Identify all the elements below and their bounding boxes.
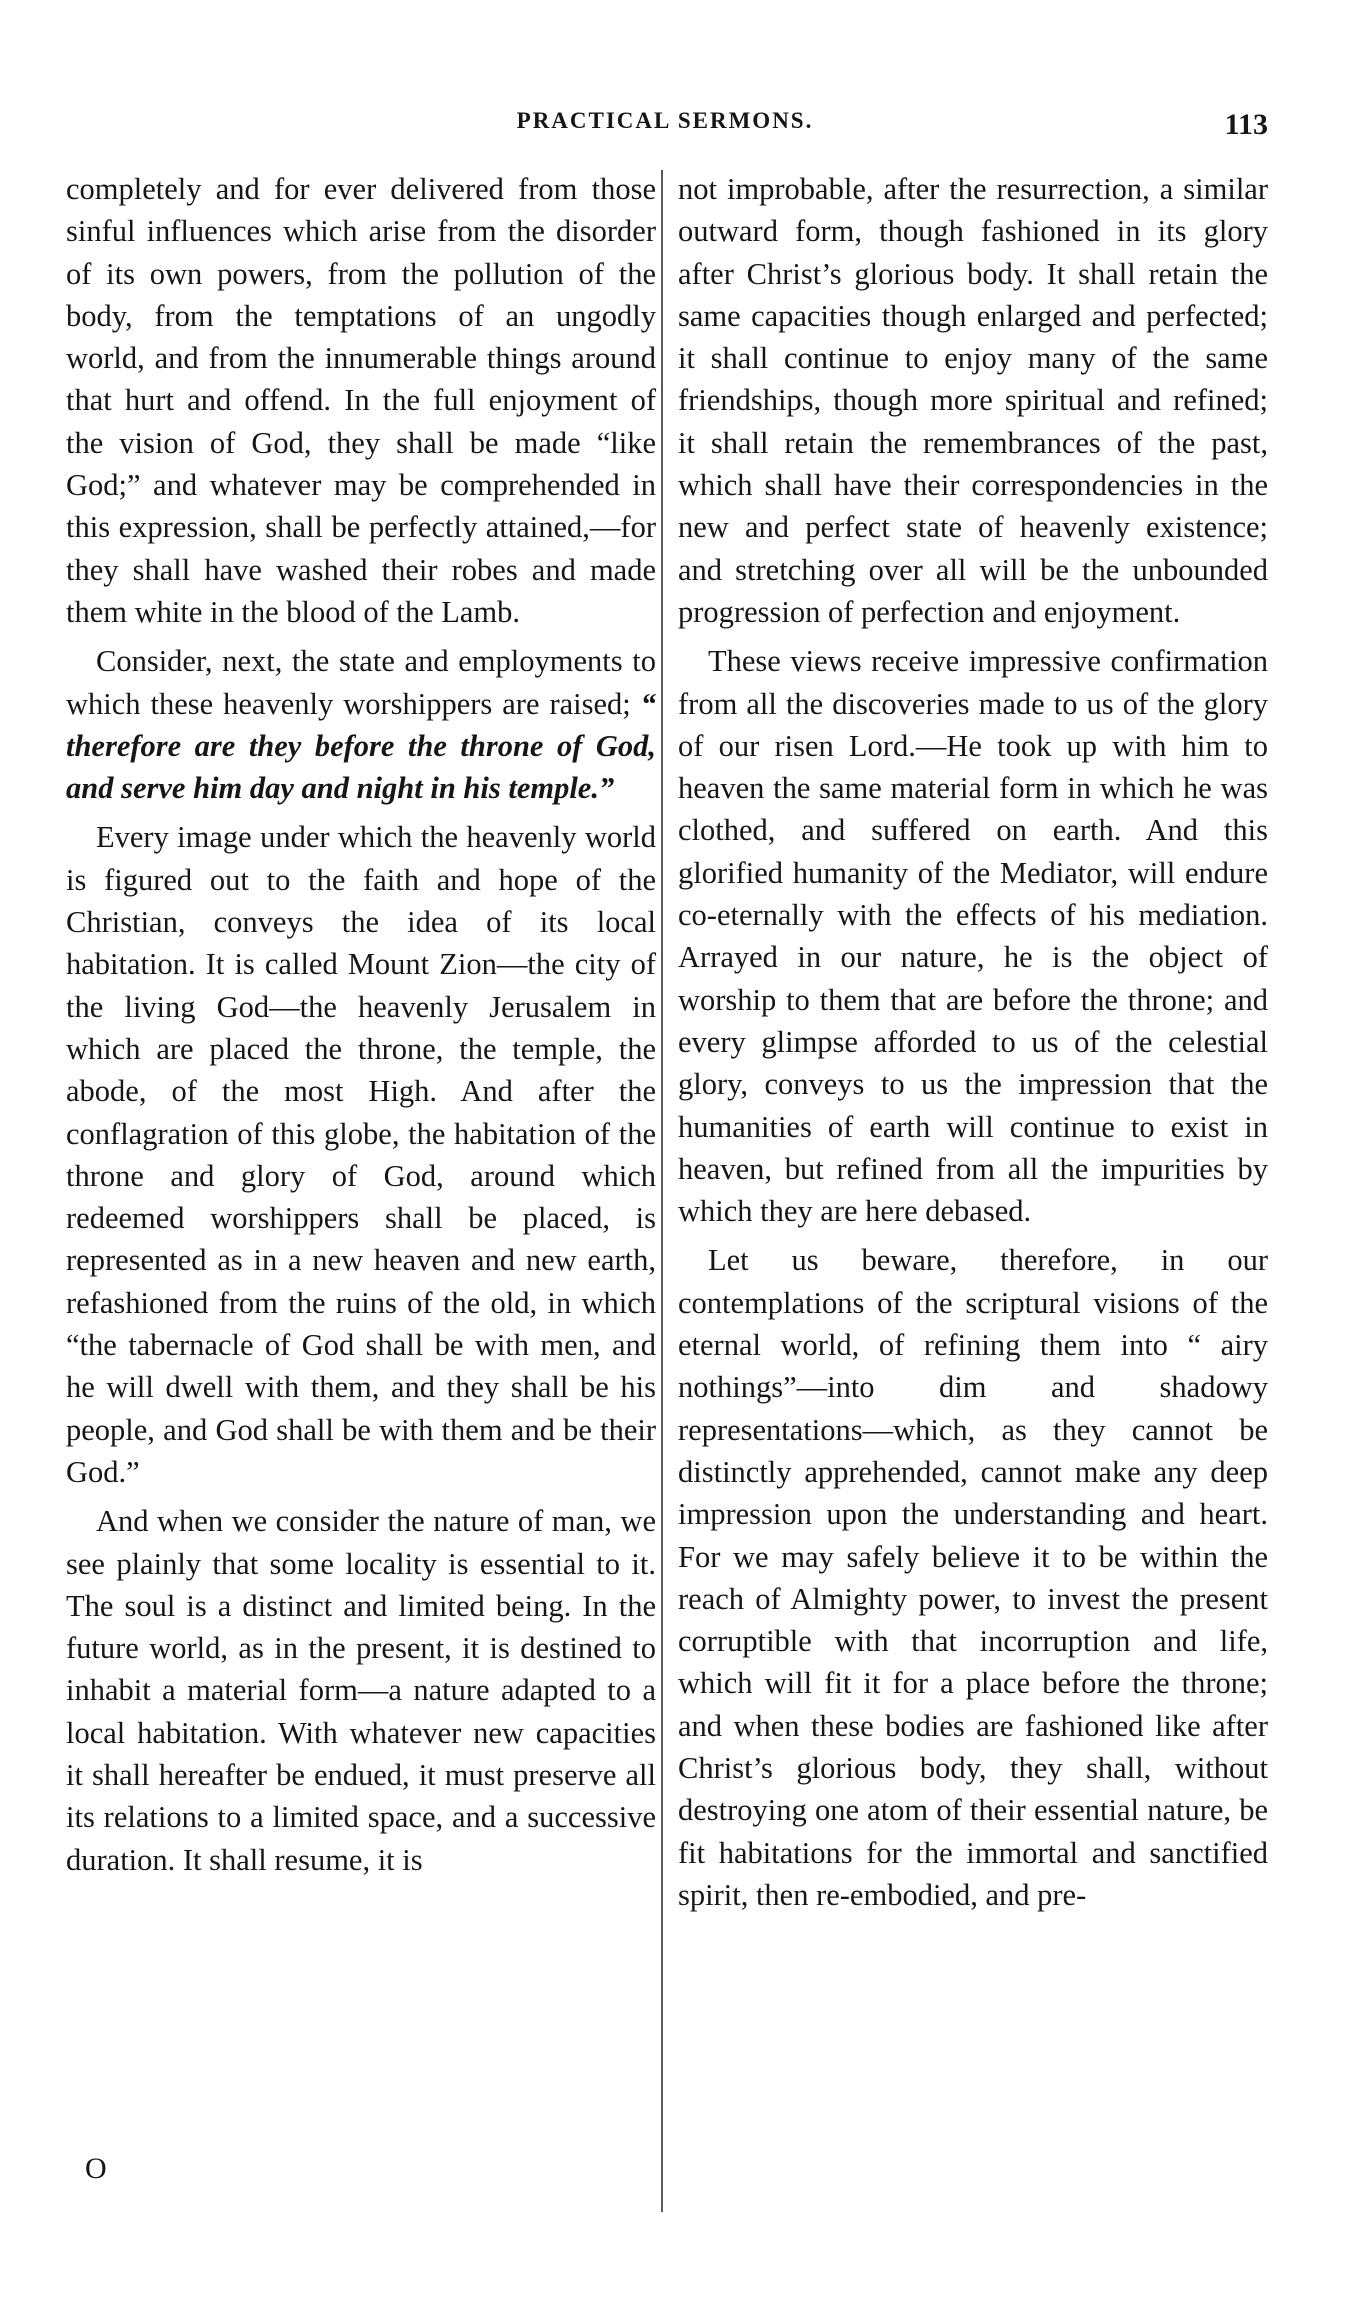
right-column bbox=[678, 168, 1268, 1923]
left-paragraph-3: Every image under which the heavenly world is figured out to the faith and hope of the Christian, conveys the idea of its local habitation. It is called Mount Zion—the city of the living God—the heavenly Jerusalem in which are placed the throne, the temple, the abode, of the most High. And after the conflagration of this globe, the habitation of the throne and glory of God, around which redeemed worshippers shall be placed, is represented as in a new heaven and new earth, refashioned from the ruins of the old, in which “the tabernacle of God shall be with men, and he will dwell with them, and they shall be his people, and God shall be with them and be their God.” bbox=[66, 820, 656, 1489]
left-paragraph-4: And when we consider the nature of man, we see plainly that some locality is essential to it. The soul is a distinct and limited being. In the future world, as in the present, it is destined to inhabit a material form—a nature adapted to a local habitation. With whatever new capacities it shall hereafter be endued, it must preserve all its relations to a limited space, and a successive duration. It shall resume, it is bbox=[66, 1504, 656, 1877]
right-paragraph-1: not improbable, after the resurrection, a similar outward form, though fashioned in its glory after Christ’s glorious body. It shall retain the same capacities though enlarged and perfected; it shall continue to enjoy many of the same friendships, though more spiritual and refined; it shall retain the remembrances of the past, which shall have their correspondencies in the new and perfect state of heavenly existence; and stretching over all will be the unbounded progression of perfection and enjoyment. bbox=[678, 172, 1268, 629]
column-divider bbox=[661, 170, 663, 2212]
signature-mark: O bbox=[85, 2152, 107, 2185]
left-paragraph-2 bbox=[66, 640, 656, 809]
page-number: 113 bbox=[1224, 108, 1268, 141]
right-paragraph-3: Let us beware, therefore, in our contemplations of the scriptural visions of the eternal world, of refining them into “ airy nothings”—into dim and shadowy representations—which, as they cannot be distinctly apprehended, cannot make any deep impression upon the understanding and heart. For we may safely believe it to be within the reach of Almighty power, to invest the present corruptible with that incorruption and life, which will fit it for a place before the throne; and when these bodies are fashioned like after Christ’s glorious body, they shall, without destroying one atom of their essential nature, be fit habitations for the immortal and sanctified spirit, then re-embodied, and pre- bbox=[678, 1243, 1268, 1912]
running-title: PRACTICAL SERMONS. bbox=[516, 108, 814, 133]
scripture-quote: “ therefore are they before the throne of God, and serve him day and night in his temple.” bbox=[66, 686, 656, 806]
left-paragraph-1: completely and for ever delivered from those sinful influences which arise from the disorder of its own powers, from the pollution of the body, from the temptations of an ungodly world, and from the innumerable things around that hurt and offend. In the full enjoyment of the vision of God, they shall be made “like God;” and whatever may be comprehended in this expression, shall be perfectly attained,—for they shall have washed their robes and made them white in the blood of the Lamb. bbox=[66, 172, 656, 629]
left-paragraph-2-text: Consider, next, the state and employments to which these heavenly worshippers are raised; bbox=[66, 644, 656, 721]
left-column bbox=[66, 168, 656, 1888]
right-paragraph-2: These views receive impressive confirmation from all the discoveries made to us of the glory of our risen Lord.—He took up with him to heaven the same material form in which he was clothed, and suffered on earth. And this glorified humanity of the Mediator, will endure co-eternally with the effects of his mediation. Arrayed in our nature, he is the object of worship to them that are before the throne; and every glimpse afforded to us of the celestial glory, conveys to us the impression that the humanities of earth will continue to exist in heaven, but refined from all the impurities by which they are here debased. bbox=[678, 644, 1268, 1229]
running-header bbox=[62, 108, 1268, 148]
